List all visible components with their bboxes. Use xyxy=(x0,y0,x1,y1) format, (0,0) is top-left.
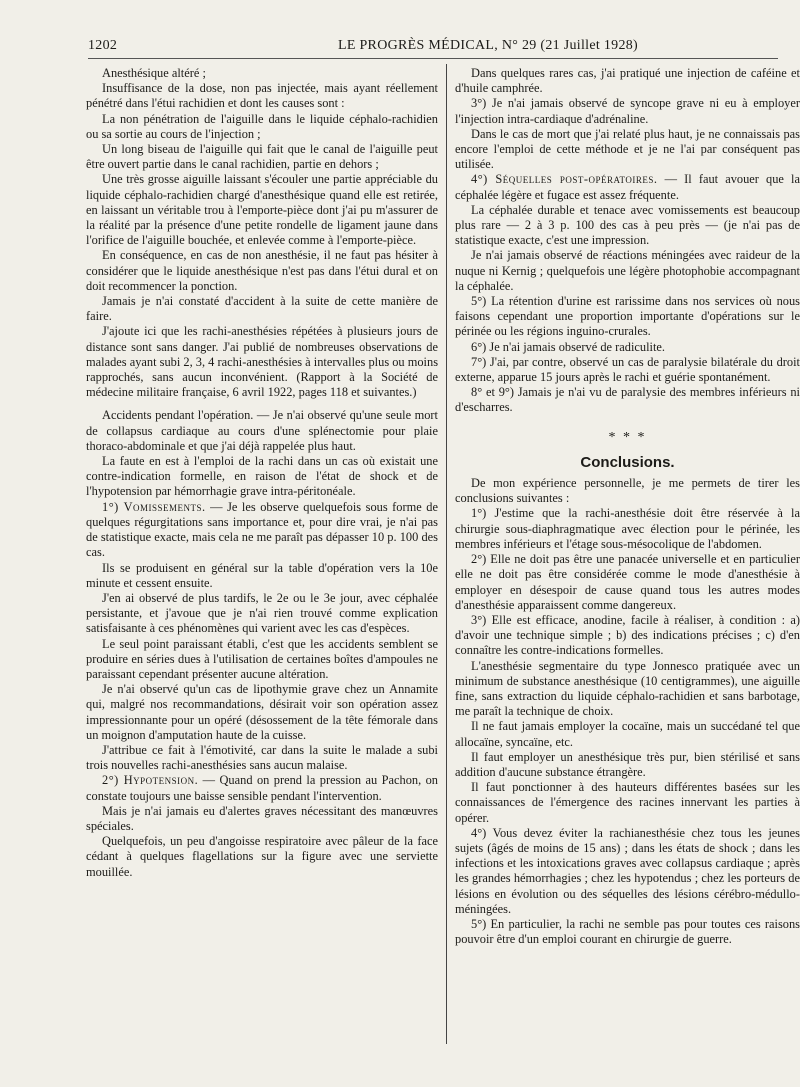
paragraph: 3°) Je n'ai jamais observé de syncope grave ni eu à employer l'injection intra-cardiaque d'adrénaline. xyxy=(455,96,800,126)
page-number: 1202 xyxy=(88,38,118,53)
section-label: 2°) Hypotension. xyxy=(102,773,199,788)
paragraph: Insuffisance de la dose, non pas injectée, mais ayant réellement pénétré dans l'étui rachidien et dont les causes sont : xyxy=(86,81,438,111)
section-label: 4°) Séquelles post-opératoires. xyxy=(471,172,658,187)
left-column xyxy=(86,66,438,880)
paragraph: La faute en est à l'emploi de la rachi dans un cas où existait une contre-indication formelle, en raison de l'état de shock et de l'hypotension par hémorrhagie grave intra-péritonéale. xyxy=(86,454,438,499)
paragraph: Le seul point paraissant établi, c'est que les accidents semblent se produire en séries dues à l'utilisation de certaines boîtes d'ampoules ne paraissant cependant présenter aucune altération. xyxy=(86,636,438,681)
paragraph: 4°) Vous devez éviter la rachianesthésie chez tous les jeunes sujets (âgés de moins de 15 ans) ; dans les états de shock ; dans les infections et les intoxications graves avec collapsus cardiaque ; après les grandes hémorrhagies ; chez les hypotendus ; chez les porteurs de lésions en évolution ou des séquelles des lésions cérébro-médullo-méningées. xyxy=(455,825,800,916)
paragraph: J'attribue ce fait à l'émotivité, car dans la suite le malade a subi trois nouvelles rachi-anesthésies sans aucun malaise. xyxy=(86,742,438,773)
paragraph: 4°) Séquelles post-opératoires. — Il faut avouer que la céphalée légère et fugace est assez fréquente. xyxy=(455,172,800,202)
paragraph: J'ajoute ici que les rachi-anesthésies répétées à plusieurs jours de distance sont sans danger. J'ai publié de nombreuses observations de malades ayant subi 2, 3, 4 rachi-anesthésies à intervalles plus ou moins rapprochés, sans aucun inconvénient. (Rapport à la Société de médecine militaire française, 6 avril 1922, pages 118 et suivantes.) xyxy=(86,324,439,400)
paragraph: 8° et 9°) Jamais je n'ai vu de paralysie des membres inférieurs ni d'escharres. xyxy=(455,385,800,415)
paragraph: 1°) J'estime que la rachi-anesthésie doit être réservée à la chirurgie sous-diaphragmatique avec élection pour le périnée, les membres inférieurs et l'étage sous-mésocolique de l'abdomen. xyxy=(455,506,800,551)
paragraph: L'anesthésie segmentaire du type Jonnesco pratiquée avec un minimum de substance anesthésique (10 centigrammes), une aiguille fine, sans extraction du liquide céphalo-rachidien et sans barbotage, me paraît la technique de choix. xyxy=(455,658,800,719)
paragraph: J'en ai observé de plus tardifs, le 2e ou le 3e jour, avec céphalée persistante, et j'avoue que je n'ai rien trouvé comme explication satisfaisante à ces phénomènes qui varient avec les cas d'espèces. xyxy=(86,590,438,636)
paragraph: Il ne faut jamais employer la cocaïne, mais un succédané tel que allocaïne, syncaïne, etc. xyxy=(455,719,800,749)
paragraph: 6°) Je n'ai jamais observé de radiculite. xyxy=(471,339,666,354)
paragraph: 5°) La rétention d'urine est rarissime dans nos services où nous faisons cependant une proportion importante d'opérations sur le périnée ou les régions inguino-crurales. xyxy=(455,294,800,339)
paragraph: De mon expérience personnelle, je me permets de tirer les conclusions suivantes : xyxy=(455,476,800,506)
paragraph: Il faut employer un anesthésique très pur, bien stérilisé et sans addition d'aucune substance étrangère. xyxy=(455,749,800,779)
section-separator-stars: * * * xyxy=(608,429,647,445)
paragraph: Accidents pendant l'opération. — Je n'ai observé qu'une seule mort de collapsus cardiaque au cours d'une splénectomie pour plaie thoraco-abdominale et que j'ai déjà rappelée plus haut. xyxy=(86,408,438,453)
paragraph: Dans le cas de mort que j'ai relaté plus haut, je ne connaissais pas encore l'emploi de cette méthode et je ne l'ai par conséquent pas utilisée. xyxy=(455,126,800,172)
paragraph: 2°) Hypotension. — Quand on prend la pression au Pachon, on constate toujours une baisse sensible pendant l'intervention. xyxy=(86,773,438,803)
paragraph: Je n'ai jamais observé de réactions méningées avec raideur de la nuque ni Kernig ; quelquefois une légère photophobie accompagnant la céphalée. xyxy=(455,248,800,293)
conclusions-heading: Conclusions. xyxy=(580,453,675,471)
page-header xyxy=(88,36,778,59)
column-divider xyxy=(446,64,447,1044)
paragraph: Il faut ponctionner à des hauteurs différentes basées sur les connaissances de l'émergence des racines innervant les parties à opérer. xyxy=(455,780,800,825)
right-column xyxy=(455,66,800,947)
paragraph: 7°) J'ai, par contre, observé un cas de paralysie bilatérale du droit externe, apparue 15 jours après le rachi et guérie spontanément. xyxy=(455,354,800,385)
paragraph: 2°) Elle ne doit pas être une panacée universelle et en particulier elle ne doit pas être considérée comme le mode d'anesthésie à employer en désespoir de cause quand tous les autres modes d'anesthésie apparaissent comme dangereux. xyxy=(455,552,800,612)
paragraph: Mais je n'ai jamais eu d'alertes graves nécessitant des manœuvres spéciales. xyxy=(86,803,438,833)
paragraph: 3°) Elle est efficace, anodine, facile à réaliser, à condition : a) d'avoir une technique simple ; b) des indications précises ; c) d'en connaître les contre-indications formelles. xyxy=(455,612,800,658)
paragraph: Jamais je n'ai constaté d'accident à la suite de cette manière de faire. xyxy=(86,294,438,324)
paragraph: En conséquence, en cas de non anesthésie, il ne faut pas hésiter à considérer que le liquide anesthésique n'est pas dans l'étui dural et on doit recommencer la ponction. xyxy=(86,248,438,293)
paragraph: Une très grosse aiguille laissant s'écouler une partie appréciable du liquide céphalo-rachidien chargé d'anesthésique quand elle est retirée, en laissant un véritable trou à l'emporte-pièce dont j'ai pu m'assurer de la réalité par la présence d'une petite rondelle de ligament jaune dans l'orifice de l'aiguille bouchée, et enlevée comme à l'emporte-pièce. xyxy=(86,172,438,248)
paragraph: Quelquefois, un peu d'angoisse respiratoire avec pâleur de la face cédant à quelques flagellations sur la figure avec une serviette mouillée. xyxy=(86,834,438,879)
paragraph: Ils se produisent en général sur la table d'opération vers la 10e minute et cessent ensuite. xyxy=(86,560,438,590)
journal-title: LE PROGRÈS MÉDICAL, N° 29 (21 Juillet 1928) xyxy=(337,38,639,53)
paragraph: Dans quelques rares cas, j'ai pratiqué une injection de caféine et d'huile camphrée. xyxy=(455,66,800,96)
paragraph: 1°) Vomissements. — Je les observe quelquefois sous forme de quelques régurgitations sans importance et, pour dire vrai, je n'ai pas de statistique exacte, mais cela ne me paraît pas dépasser 10 p. 100 des cas. xyxy=(86,499,438,560)
paragraph: La non pénétration de l'aiguille dans le liquide céphalo-rachidien ou sa sortie au cours de l'injection ; xyxy=(86,111,438,141)
paragraph: La céphalée durable et tenace avec vomissements est beaucoup plus rare — 2 à 3 p. 100 des cas à peu près — (je n'ai pas de statistique exacte, c'est une impression. xyxy=(455,202,800,248)
paragraph: Je n'ai observé qu'un cas de lipothymie grave chez un Annamite qui, malgré nos recommandations, désirait voir son opération assez impressionnante pour un opéré (désossement de la tête fémorale dans un moignon d'amputation haute de la cuisse. xyxy=(86,682,438,742)
paragraph: 5°) En particulier, la rachi ne semble pas pour toutes ces raisons pouvoir être d'un emploi courant en chirurgie de guerre. xyxy=(455,916,800,947)
paragraph: Un long biseau de l'aiguille qui fait que le canal de l'aiguille peut être ouvert partie dans le canal rachidien, partie en dehors ; xyxy=(86,142,438,172)
section-label: 1°) Vomissements. xyxy=(102,499,206,514)
paragraph: Anesthésique altéré ; xyxy=(102,66,206,80)
